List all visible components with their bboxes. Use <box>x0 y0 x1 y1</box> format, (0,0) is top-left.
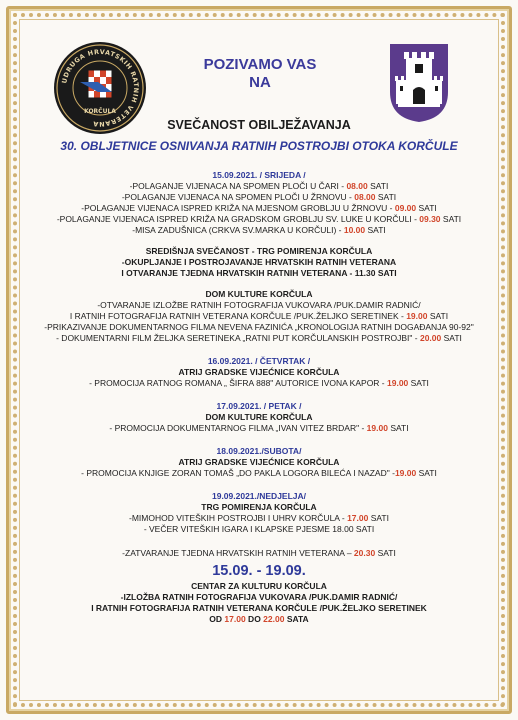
day4-place: ATRIJ GRADSKE VIJEĆNICE KORČULA <box>178 457 340 467</box>
day5-item-1: -MIMOHOD VITEŠKIH POSTROJBI I UHRV KORČULA - 17.00 SATI <box>129 513 389 523</box>
logo-city-text: KORČULA <box>84 108 116 115</box>
day1-item-1: -POLAGANJE VIJENACA NA SPOMEN PLOČI U ČARI - 08.00 SATI <box>129 181 389 191</box>
invite-line2: NA <box>249 74 271 91</box>
dom-item-1: -OTVARANJE IZLOŽBE RATNIH FOTOGRAFIJA VUKOVARA /PUK.DAMIR RADNIĆ/ <box>97 300 421 310</box>
day1-item-4: -POLAGANJE VIJENACA ISPRED KRIŽA NA GRADSKOM GROBLJU SV. LUKE U KORČULI - 09.30 SATI <box>56 214 462 224</box>
central-line-1: SREDIŠNJA SVEČANOST - TRG POMIRENJA KORČULA <box>145 246 373 256</box>
exhibit-place: CENTAR ZA KULTURU KORČULA <box>191 581 327 591</box>
day2-item: - PROMOCIJA RATNOG ROMANA „ ŠIFRA 888" AUTORICE IVONA KAPOR - 19.00 SATI <box>89 378 429 388</box>
exhibit-line-1: -IZLOŽBA RATNIH FOTOGRAFIJA VUKOVARA /PUK.DAMIR RADNIĆ/ <box>120 592 398 602</box>
exhibit-hours: OD 17.00 DO 22.00 SATA <box>209 614 309 624</box>
central-line-3: I OTVARANJE TJEDNA HRVATSKIH RATNIH VETERANA - 11.30 SATI <box>121 268 397 278</box>
day5-date: 19.09.2021./NEDJELJA/ <box>211 491 307 501</box>
logo-ring-text: UDRUGA HRVATSKIH RATNIH VETERANA <box>60 47 141 129</box>
exhibit-line-2: I RATNIH FOTOGRAFIJA RATNIH VETERANA KORČULE /PUK.ŽELJKO SERETINEK <box>91 603 427 613</box>
invite-heading <box>160 56 360 92</box>
closing-line: -ZATVARANJE TJEDNA HRVATSKIH RATNIH VETERANA – 20.30 SATI <box>122 548 396 558</box>
day1-date: 15.09.2021. / SRIJEDA / <box>212 170 306 180</box>
central-line-2: -OKUPLJANJE I POSTROJAVANJE HRVATSKIH RATNIH VETERANA <box>121 257 397 267</box>
dom-title: DOM KULTURE KORČULA <box>205 289 313 299</box>
event-subtitle: 30. OBLJETNICE OSNIVANJA RATNIH POSTROJBI OTOKA KORČULE <box>60 139 458 153</box>
day1-item-3: -POLAGANJE VIJENACA ISPRED KRIŽA NA MJESNOM GROBLJU U ŽRNOVU - 09.00 SATI <box>81 203 437 213</box>
day3-item: - PROMOCIJA DOKUMENTARNOG FILMA „IVAN VITEZ BRDAR" - 19.00 SATI <box>109 423 409 433</box>
dom-item-4: - DOKUMENTARNI FILM ŽELJKA SERETINEKA „RATNI PUT KORČULANSKIH POSTROJBI" - 20.00 SATI <box>56 333 462 343</box>
dom-item-2: I RATNIH FOTOGRAFIJA RATNIH VETERANA KORČULE /PUK.ŽELJKO SERETINEK - 19.00 SATI <box>69 311 449 321</box>
day3-place: DOM KULTURE KORČULA <box>205 412 313 422</box>
day2-place: ATRIJ GRADSKE VIJEĆNICE KORČULA <box>178 367 340 377</box>
dom-item-3: -PRIKAZIVANJE DOKUMENTARNOG FILMA NEVENA FAZINIĆA „KRONOLOGIJA RATNIH DOGAĐANJA 90-92" <box>44 322 474 332</box>
day5-place: TRG POMIRENJA KORČULA <box>201 502 317 512</box>
day4-item: - PROMOCIJA KNJIGE ZORAN TOMAŠ „DO PAKLA LOGORA BILEĆA I NAZAD" -19.00 SATI <box>81 468 437 478</box>
korcula-coat-of-arms <box>388 42 450 124</box>
event-title: SVEČANOST OBILJEŽAVANJA <box>167 118 351 132</box>
day4-date: 18.09.2021./SUBOTA/ <box>216 446 302 456</box>
day5-item-2: - VEČER VITEŠKIH IGARA I KLAPSKE PJESME 18.00 SATI <box>143 524 375 534</box>
exhibit-dates: 15.09. - 19.09. <box>212 563 306 579</box>
day1-item-2: -POLAGANJE VIJENACA NA SPOMEN PLOČI U ŽRNOVU - 08.00 SATI <box>121 192 397 202</box>
invite-line1: POZIVAMO VAS <box>203 56 317 73</box>
day2-date: 16.09.2021. / ČETVRTAK / <box>207 356 311 366</box>
day3-date: 17.09.2021. / PETAK / <box>216 401 302 411</box>
day1-item-5: -MISA ZADUŠNICA (CRKVA SV.MARKA U KORČULI) - 10.00 SATI <box>132 225 386 235</box>
